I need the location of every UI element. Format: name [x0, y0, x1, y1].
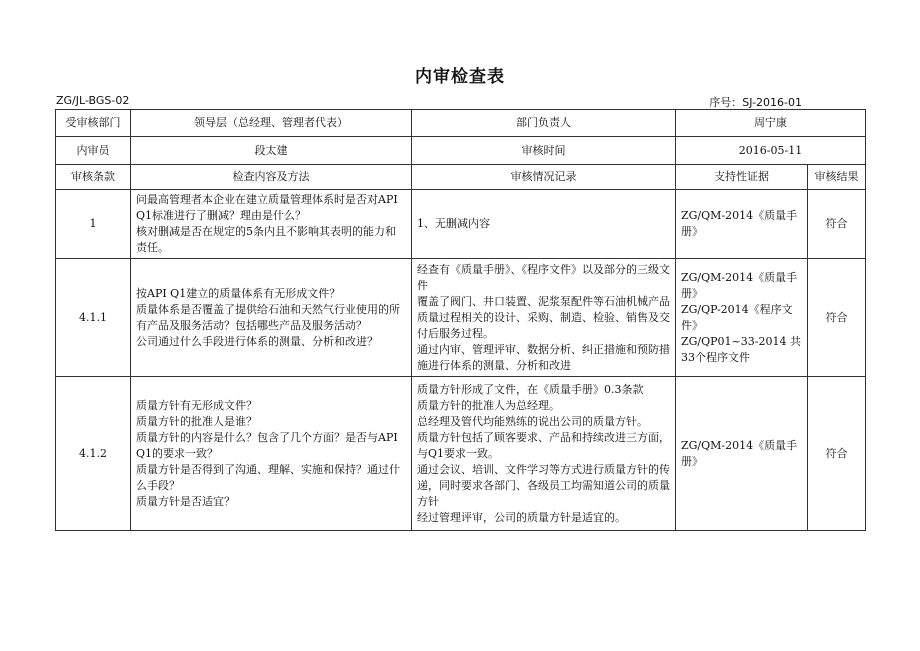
header-row-auditor [56, 137, 866, 165]
content-cell [131, 190, 412, 259]
clause-cell: 1 [56, 190, 131, 259]
content-line: 质量方针是否得到了沟通、理解、实施和保持？通过什么手段？ [136, 462, 400, 492]
evidence-line: ZG/QP-2014《程序文件》 [681, 302, 793, 332]
dept-value: 领导层（总经理、管理者代表） [131, 110, 412, 137]
record-line: 总经理及管代均能熟练的说出公司的质量方针。 [417, 414, 648, 428]
result-cell: 符合 [808, 377, 866, 531]
clause-cell: 4.1.2 [56, 377, 131, 531]
document-code: ZG/JL-BGS-02 [56, 94, 130, 107]
record-line: 覆盖了阀门、井口装置、泥浆泵配件等石油机械产品质量过程相关的设计、采购、制造、检验、销售及交付后服务过程。 [417, 294, 670, 340]
record-cell [412, 259, 676, 377]
content-line: 按API Q1建立的质量体系有无形成文件？ [136, 286, 341, 300]
table-row [56, 190, 866, 259]
auditor-label: 内审员 [56, 137, 131, 165]
column-header-clause: 审核条款 [56, 165, 131, 190]
evidence-cell [676, 259, 808, 377]
content-cell [131, 259, 412, 377]
audit-checklist-table [55, 109, 866, 531]
audit-time-value: 2016-05-11 [676, 137, 866, 165]
evidence-line: ZG/QP01~33-2014 共 33个程序文件 [681, 334, 801, 364]
column-header-row [56, 165, 866, 190]
record-line: 通过会议、培训、文件学习等方式进行质量方针的传递，同时要求各部门、各级员工均需知道公司的质量方针 [417, 462, 670, 508]
record-line: 1、无删减内容 [417, 217, 490, 230]
column-header-result: 审核结果 [808, 165, 866, 190]
result-cell: 符合 [808, 259, 866, 377]
column-header-record: 审核情况记录 [412, 165, 676, 190]
record-line: 质量方针形成了文件，在《质量手册》0.3条款 [417, 382, 644, 396]
dept-head-label: 部门负责人 [412, 110, 676, 137]
evidence-cell [676, 190, 808, 259]
record-line: 质量方针包括了顾客要求、产品和持续改进三方面，与Q1要求一致。 [417, 430, 670, 460]
column-header-content: 检查内容及方法 [131, 165, 412, 190]
clause-cell: 4.1.1 [56, 259, 131, 377]
evidence-line: ZG/QM-2014《质量手册》 [681, 438, 798, 468]
table-row [56, 259, 866, 377]
content-line: 质量方针有无形成文件？ [136, 398, 257, 412]
content-line: 公司通过什么手段进行体系的测量、分析和改进？ [136, 334, 378, 348]
content-line: 质量体系是否覆盖了提供给石油和天然气行业使用的所有产品及服务活动？包括哪些产品及服务活动？ [136, 302, 400, 332]
content-line: 问最高管理者本企业在建立质量管理体系时是否对API Q1标准进行了删减？理由是什么？ [136, 193, 398, 222]
record-line: 经查有《质量手册》、《程序文件》以及部分的三级文件 [417, 262, 670, 292]
audit-time-label: 审核时间 [412, 137, 676, 165]
record-line: 质量方针的批准人为总经理。 [417, 398, 560, 412]
page-title: 内审检查表 [415, 67, 505, 87]
result-cell: 符合 [808, 190, 866, 259]
header-row-department [56, 110, 866, 137]
dept-head-value: 周宁康 [676, 110, 866, 137]
dept-label: 受审核部门 [56, 110, 131, 137]
record-line: 通过内审、管理评审、数据分析、纠正措施和预防措施进行体系的测量、分析和改进 [417, 342, 670, 372]
content-line: 质量方针的内容是什么？包含了几个方面？是否与API Q1的要求一致？ [136, 430, 398, 460]
evidence-line: ZG/QM-2014《质量手册》 [681, 270, 798, 300]
record-line: 经过管理评审，公司的质量方针是适宜的。 [417, 510, 626, 524]
content-line: 质量方针是否适宜？ [136, 494, 235, 508]
content-line: 核对删减是否在规定的5条内且不影响其表明的能力和责任。 [136, 225, 396, 254]
evidence-line: ZG/QM-2014《质量手册》 [681, 209, 798, 238]
record-cell [412, 377, 676, 531]
table-row [56, 377, 866, 531]
content-cell [131, 377, 412, 531]
evidence-cell [676, 377, 808, 531]
record-cell [412, 190, 676, 259]
content-line: 质量方针的批准人是谁？ [136, 414, 257, 428]
serial-number: 序号：SJ-2016-01 [709, 96, 802, 109]
column-header-evidence: 支持性证据 [676, 165, 808, 190]
auditor-value: 段太建 [131, 137, 412, 165]
